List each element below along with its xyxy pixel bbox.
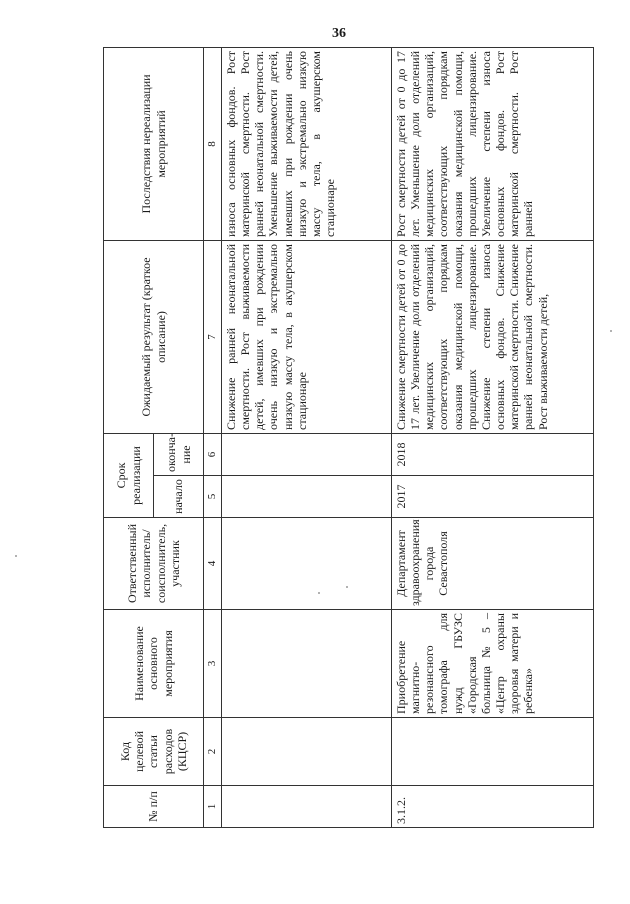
cell-num: 3.1.2. [392,786,594,828]
cell-result: Снижение ранней неонатальной смертности. Рост выживаемости детей, имевших при рождении очень низкую и экстремально низкую массу тела, в акушерском стационаре [222,240,392,433]
cell-code [392,718,594,786]
scan-speck [15,555,17,557]
column-number: 5 [204,476,222,518]
header-term: Срок реализации [104,433,154,517]
cell-executor: Департамент здравоохранения города Севастополя [392,518,594,610]
cell-consequences: износа основных фондов. Рост материнской смертности. Рост ранней неонатальной смертности. Уменьшение выживаемости детей, имевших при рождении очень низкую и экстремально низкую массу тела, в акушерском стационаре [222,47,392,240]
cell-start: 2017 [392,476,594,518]
column-number: 8 [204,47,222,240]
cell-name [222,610,392,718]
measures-table [103,47,594,828]
column-number: 7 [204,240,222,433]
scan-speck [610,330,612,332]
column-number: 6 [204,433,222,475]
page-number: 36 [332,26,346,41]
header-code: Код целевой статьи расходов (КЦСР) [104,718,204,786]
cell-executor [222,518,392,610]
cell-result: Снижение смертности детей от 0 до 17 лет. Увеличение доли отделений медицинских организаций, соответствующих порядкам оказания медицинской помощи, прошедших лицензирование. Снижение степени износа основных фондов. Снижение материнской смертности. Снижение ранней неонатальной смертности. Рост выживаемости детей, [392,240,594,433]
cell-end [222,433,392,475]
cell-end: 2018 [392,433,594,475]
column-number: 2 [204,718,222,786]
column-number: 1 [204,786,222,828]
header-num: № п/п [104,786,204,828]
rotated-table-container [103,48,593,828]
table-row [222,47,392,827]
column-number: 4 [204,518,222,610]
header-result: Ожидаемый результат (краткое описание) [104,240,204,433]
header-executor: Ответственный исполнитель/ соисполнитель, участник [104,518,204,610]
cell-start [222,476,392,518]
header-start: начало [154,476,204,518]
column-number-row [204,47,222,827]
cell-consequences: Рост смертности детей от 0 до 17 лет. Уменьшение доли отделений медицинских организаций, соответствующих порядкам оказания медицинской помощи, прошедших лицензирование. Увеличение степени износа основных фондов. Рост материнской смертности. Рост ранней [392,47,594,240]
table-row [392,47,594,827]
cell-code [222,718,392,786]
header-end: оконча- ние [154,433,204,475]
column-number: 3 [204,610,222,718]
cell-name: Приобретение магнитно-резонансного томографа для нужд ГБУЗС «Городская больница № 5 – «Центр охраны здоровья матери и ребенка» [392,610,594,718]
header-name: Наименование основного мероприятия [104,610,204,718]
cell-num [222,786,392,828]
header-consequences: Последствия нереализации мероприятий [104,47,204,240]
header-row [104,47,154,827]
